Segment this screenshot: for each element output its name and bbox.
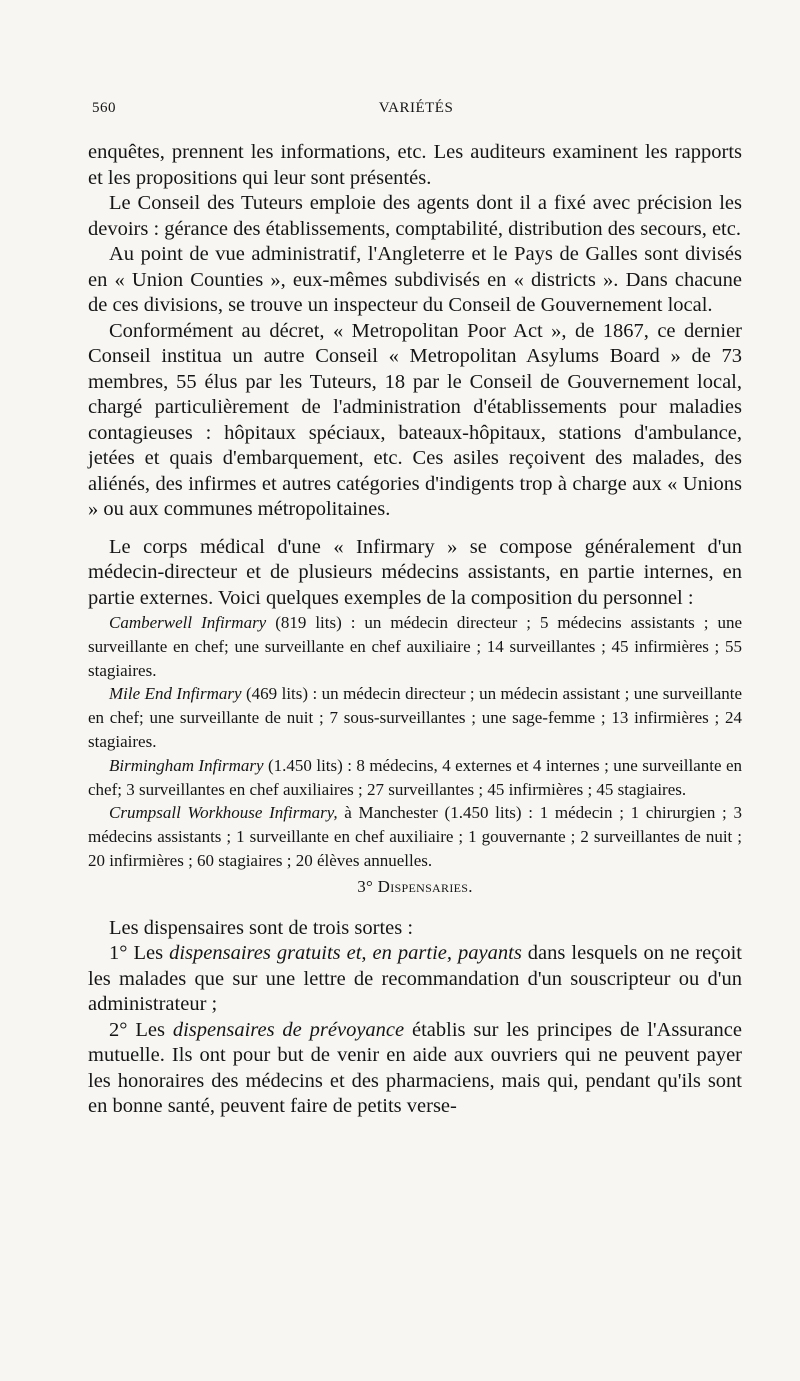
item-text: dans lesquels on ne reçoit les malades que sur une lettre de recommandation d'un souscripteur ou d'un administrateur ; <box>88 942 742 1016</box>
paragraph: Les dispensaires sont de trois sortes : <box>109 916 414 939</box>
main-text <box>88 140 742 611</box>
item-text: établis sur les principes de l'Assurance mutuelle. Ils ont pour but de venir en aide aux ouvriers qui ne peuvent payer les honoraires des médecins et des pharmaciens, mais qui, pendant qu'ils sont en bonne santé, peuvent faire de petits verse- <box>88 1018 743 1118</box>
section-number: 3° <box>357 876 374 896</box>
example-item <box>88 682 742 753</box>
staff-examples <box>88 611 742 898</box>
section-title: Dispensaries. <box>377 876 473 896</box>
infirmary-name: Crumpsall Workhouse Infirmary, <box>109 803 338 823</box>
paragraph: Conformément au décret, « Metropolitan Poor Act », de 1867, ce dernier Conseil institua un autre Conseil « Metropolitan Asylums Board » de 73 membres, 55 élus par les Tuteurs, 18 par le Conseil de Gouvernement local, chargé particulièrement de l'administration d'établissements pour maladies contagieuses : hôpitaux spéciaux, bateaux-hôpitaux, stations d'ambulance, jetées et quais d'embarquement, etc. Ces asiles reçoivent des malades, des aliénés, des infirmes et autres catégories d'indigents trop à charge aux « Unions » ou aux communes métropolitaines. <box>88 319 742 520</box>
dispensaries-text <box>88 916 742 1120</box>
infirmary-name: Mile End Infirmary <box>109 684 242 704</box>
paragraph: Le Conseil des Tuteurs emploie des agents dont il a fixé avec précision les devoirs : gérance des établissements, comptabilité, distribution des secours, etc. <box>88 192 742 240</box>
page-number: 560 <box>92 100 116 116</box>
section-heading <box>88 875 742 898</box>
example-item <box>88 611 742 682</box>
infirmary-name: Camberwell Infirmary <box>109 613 267 632</box>
example-item <box>88 754 742 802</box>
paragraph: Au point de vue administratif, l'Angleterre et le Pays de Galles sont divisés en « Union Counties », eux-mêmes subdivisés en « districts ». Dans chacune de ces divisions, se trouve un inspecteur du Conseil de Gouvernement local. <box>88 243 742 316</box>
paragraph: enquêtes, prennent les informations, etc. Les auditeurs examinent les rapports et les propositions qui leur sont présentés. <box>88 141 742 189</box>
example-text: (1.450 lits) : 8 médecins, 4 externes et 4 internes ; une surveillante en chef; 3 surveillantes en chef auxiliaires ; 27 surveillantes ; 45 infirmières ; 45 stagiaires. <box>88 755 742 799</box>
item-number: 2° <box>109 1018 128 1041</box>
example-item <box>88 801 742 872</box>
item-term: dispensaires de prévoyance <box>172 1018 405 1041</box>
list-item <box>88 1018 742 1120</box>
running-title: VARIÉTÉS <box>378 100 454 116</box>
example-text: (819 lits) : un médecin directeur ; 5 médecins assistants ; une surveillante en chef; une surveillante en chef auxiliaire ; 14 surveillantes ; 45 infirmières ; 55 stagiaires. <box>88 613 742 680</box>
item-number: 1° <box>109 942 128 965</box>
item-prefix: Les <box>127 942 170 965</box>
example-text: (469 lits) : un médecin directeur ; un médecin assistant ; une surveillante en chef; une surveillante de nuit ; 7 sous-surveillantes ; une sage-femme ; 13 infirmières ; 24 stagiaires. <box>88 684 743 751</box>
page-body <box>88 140 742 1120</box>
list-item <box>88 941 742 1018</box>
infirmary-name: Birmingham Infirmary <box>109 755 264 775</box>
paragraph: Le corps médical d'une « Infirmary » se compose généralement d'un médecin-directeur et de plusieurs médecins assistants, en partie internes, en partie externes. Voici quelques exemples de la composition du personnel : <box>88 535 742 609</box>
item-term: dispensaires gratuits et, en partie, payants <box>169 942 522 965</box>
item-prefix: Les <box>127 1018 173 1041</box>
example-text: à Manchester (1.450 lits) : 1 médecin ; 1 chirurgien ; 3 médecins assistants ; 1 surveillante en chef auxiliaire ; 1 gouvernante ; 2 surveillantes de nuit ; 20 infirmières ; 60 stagiaires ; 20 élèves annuelles. <box>88 803 742 870</box>
